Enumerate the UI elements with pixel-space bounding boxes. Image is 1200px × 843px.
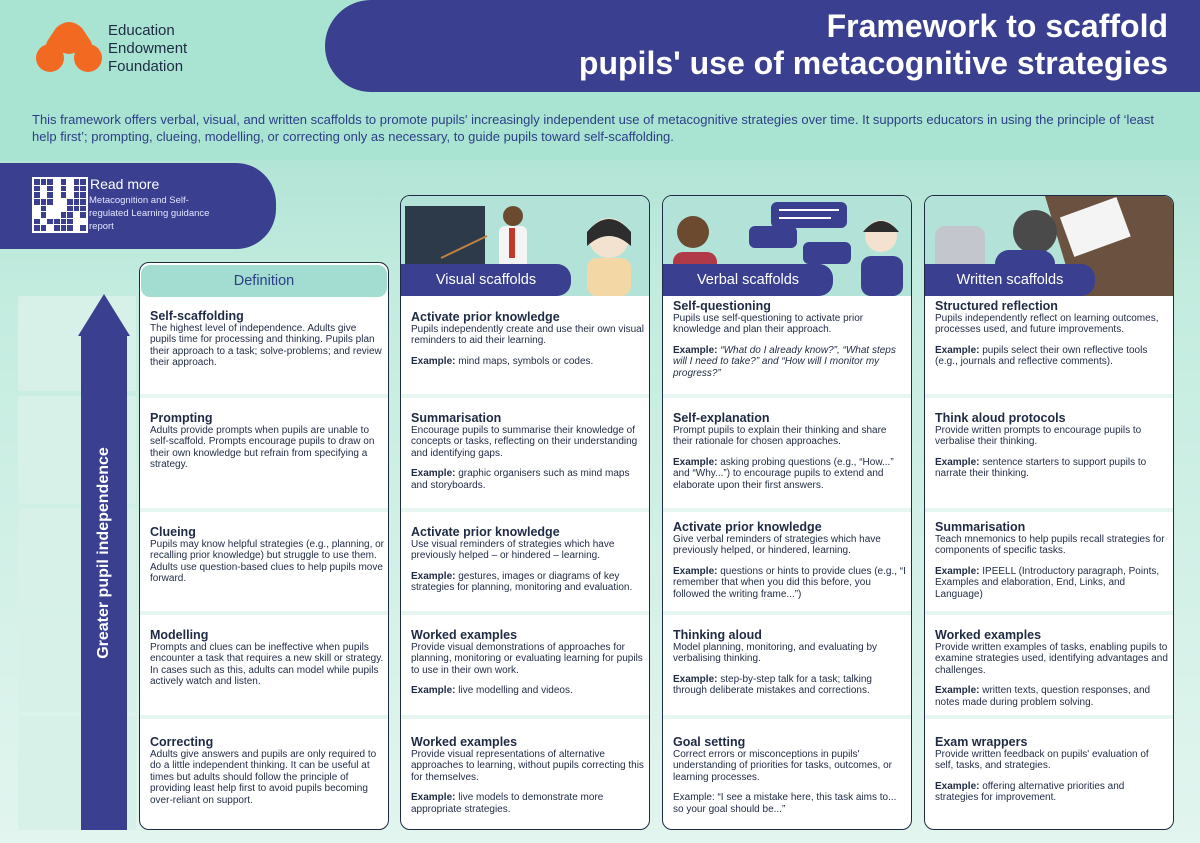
axis-label: Greater pupil independence [95, 447, 112, 659]
row-title: Self-scaffolding [150, 309, 244, 323]
row-title: Self-questioning [673, 299, 771, 313]
row-text: Pupils may know helpful strategies (e.g., planning, or recalling prior knowledge) but struggle to use them. Adults use question-based clues to help pupils move forward. [150, 539, 385, 585]
row-text: Provide written feedback on pupils' evaluation of self, tasks, and strategies. [935, 749, 1149, 772]
row-text: Provide written prompts to encourage pupils to verbalise their thinking. [935, 425, 1142, 448]
visual-scaffolds-heading: Visual scaffolds [401, 264, 571, 296]
example-text: live modelling and videos. [455, 685, 573, 697]
verbal-row-3 [673, 520, 907, 600]
example-label: Example: [935, 685, 980, 697]
written-row-2 [935, 411, 1169, 480]
row-text: Pupils use self-questioning to activate prior knowledge and plan their approach. [673, 313, 864, 336]
row-text: Pupils independently create and use their own visual reminders to aid their learning. [411, 324, 644, 347]
row-text: Adults provide prompts when pupils are unable to self-scaffold. Prompts encourage pupils to draw on their own knowledge but refrain from specifying a strategy. [150, 425, 375, 471]
example-label: Example: [673, 344, 718, 356]
row-text: Pupils independently reflect on learning outcomes, processes used, and future improvements. [935, 313, 1159, 336]
row-text: Prompts and clues can be ineffective when pupils encounter a task that requires a new skill or strategy. In cases such as this, adults can model while pupils actively watch and listen. [150, 642, 384, 688]
row-text: Provide written examples of tasks, enabling pupils to examine strategies used, identifying advantages and challenges. [935, 642, 1168, 676]
written-row-4 [935, 628, 1169, 708]
visual-row-3 [411, 525, 645, 594]
row-title: Thinking aloud [673, 628, 762, 642]
example-text: offering alternative priorities and strategies for improvement. [935, 780, 1125, 804]
visual-row-5 [411, 735, 645, 815]
written-row-3 [935, 520, 1169, 600]
example-label: Example: [673, 792, 715, 804]
row-text: Provide visual demonstrations of approaches for planning, monitoring or evaluating learning for pupils to use in their own work. [411, 642, 643, 676]
verbal-scaffolds-heading: Verbal scaffolds [663, 264, 833, 296]
definition-correcting [150, 735, 384, 806]
intro-text: This framework offers verbal, visual, and written scaffolds to promote pupils' increasingly independent use of metacognitive strategies over time. It supports educators in using the principle of ‘least help first’; prompting, clueing, modelling, or correcting only as necessary, to guide pupils toward self-scaffolding. [32, 112, 1155, 144]
example-text: “I see a mistake here, this task aims to... so your goal should be...” [673, 792, 897, 815]
example-label: Example: [673, 565, 718, 577]
example-label: Example: [935, 565, 980, 577]
row-text: Encourage pupils to summarise their knowledge of concepts or tasks, reflecting on their understanding and identifying gaps. [411, 425, 638, 459]
row-divider [140, 715, 388, 719]
row-divider [663, 508, 911, 512]
row-title: Activate prior knowledge [411, 525, 560, 539]
row-text: Correct errors or misconceptions in pupils' understanding of priorities for tasks, outcomes, or learning processes. [673, 749, 892, 783]
row-divider [140, 394, 388, 398]
row-text: Prompt pupils to explain their thinking and share their rationale for chosen approaches. [673, 425, 887, 448]
row-title: Clueing [150, 525, 196, 539]
written-scaffolds-heading: Written scaffolds [925, 264, 1095, 296]
example-text: sentence starters to support pupils to narrate their thinking. [935, 456, 1147, 480]
definition-heading: Definition [141, 265, 387, 297]
example-label: Example: [411, 792, 456, 804]
row-title: Structured reflection [935, 299, 1058, 313]
example-label: Example: [673, 673, 718, 685]
row-title: Summarisation [411, 411, 502, 425]
definition-clueing [150, 525, 384, 585]
row-text: Provide visual representations of alternative approaches to learning, without pupils correcting this for themselves. [411, 749, 644, 783]
title-band [325, 0, 1200, 92]
row-title: Worked examples [935, 628, 1042, 642]
example-text: questions or hints to provide clues (e.g., “I remember that when you did this before, you followed the writing frame...”) [673, 565, 906, 600]
example-label: Example: [935, 780, 980, 792]
example-label: Example: [935, 344, 980, 356]
logo-line-2: Endowment [108, 40, 188, 57]
row-title: Self-explanation [673, 411, 770, 425]
arrow-up-icon [78, 294, 130, 336]
example-label: Example: [411, 355, 456, 367]
row-divider [663, 394, 911, 398]
verbal-row-1 [673, 299, 907, 379]
verbal-row-4 [673, 628, 907, 697]
row-divider [663, 715, 911, 719]
row-divider [140, 611, 388, 615]
read-more-panel[interactable] [0, 163, 276, 249]
row-divider [925, 394, 1173, 398]
example-text: asking probing questions (e.g., “How...” and “Why...”) to encourage pupils to extend and elaborate upon their first answers. [673, 456, 894, 491]
definition-prompting [150, 411, 384, 471]
row-title: Modelling [150, 628, 209, 642]
example-text: gestures, images or diagrams of key strategies for planning, monitoring and evaluation. [411, 570, 633, 594]
example-text: graphic organisers such as mind maps and storyboards. [411, 468, 630, 491]
row-title: Worked examples [411, 735, 518, 749]
example-label: Example: [673, 456, 718, 468]
row-title: Exam wrappers [935, 735, 1028, 749]
verbal-row-5 [673, 735, 907, 815]
example-text: mind maps, symbols or codes. [455, 355, 594, 367]
verbal-scaffolds-column [662, 195, 912, 830]
row-title: Activate prior knowledge [411, 310, 560, 324]
row-title: Prompting [150, 411, 213, 425]
row-text: Teach mnemonics to help pupils recall strategies for components of specific tasks. [935, 534, 1165, 557]
row-divider [401, 394, 649, 398]
written-row-1 [935, 299, 1169, 368]
example-text: IPEELL (Introductory paragraph, Points, Examples and elaboration, End, Links, and Language) [935, 565, 1160, 600]
row-text: Give verbal reminders of strategies which have previously helped, or hindered, learning. [673, 534, 881, 557]
row-title: Correcting [150, 735, 214, 749]
row-text: Model planning, monitoring, and evaluating by verbalising thinking. [673, 642, 878, 665]
row-title: Activate prior knowledge [673, 520, 822, 534]
row-title: Goal setting [673, 735, 746, 749]
row-divider [401, 611, 649, 615]
row-title: Worked examples [411, 628, 518, 642]
logo-line-3: Foundation [108, 58, 184, 75]
verbal-row-2 [673, 411, 907, 491]
visual-scaffolds-column [400, 195, 650, 830]
row-text: Adults give answers and pupils are only required to do a little independent thinking. It can be useful at times but adults should follow the principle of providing least help first to avoid pupils becoming over-reliant on support. [150, 749, 377, 806]
read-more-subtitle: Metacognition and Self-regulated Learning guidance report [89, 195, 210, 232]
example-text: live models to demonstrate more appropriate strategies. [411, 792, 604, 815]
row-divider [925, 611, 1173, 615]
example-label: Example: [935, 456, 980, 468]
row-divider [401, 508, 649, 512]
example-label: Example: [411, 468, 456, 480]
example-label: Example: [411, 570, 456, 582]
row-divider [925, 715, 1173, 719]
title-line-2: pupils' use of metacognitive strategies [578, 45, 1168, 81]
row-text: Use visual reminders of strategies which have previously helped – or hindered – learning. [411, 539, 615, 562]
logo-text [108, 22, 187, 76]
example-text: step-by-step talk for a task; talking through deliberate mistakes and corrections. [673, 673, 872, 697]
row-divider [401, 715, 649, 719]
title-line-1: Framework to scaffold [826, 8, 1168, 44]
written-scaffolds-column [924, 195, 1174, 830]
row-text: The highest level of independence. Adults give pupils time for processing and thinking. Pupils plan their approach to a task; solve-problems; and review their approach. [150, 323, 382, 369]
read-more-title[interactable]: Read more [90, 176, 160, 192]
row-divider [663, 611, 911, 615]
definition-self-scaffolding [150, 309, 384, 369]
visual-row-2 [411, 411, 645, 491]
definition-modelling [150, 628, 384, 688]
written-row-5 [935, 735, 1169, 804]
row-divider [140, 508, 388, 512]
visual-row-1 [411, 310, 645, 367]
example-text: pupils select their own reflective tools (e.g., journals and reflective comments). [935, 344, 1148, 368]
row-divider [925, 508, 1173, 512]
example-text: written texts, question responses, and notes made during problem solving. [935, 685, 1151, 708]
logo-line-1: Education [108, 22, 175, 39]
eef-logo-icon [34, 22, 104, 74]
row-title: Think aloud protocols [935, 411, 1066, 425]
page-title [579, 8, 1168, 82]
example-label: Example: [411, 685, 456, 697]
row-title: Summarisation [935, 520, 1026, 534]
example-text: “What do I already know?”, “What steps will I need to take?” and “How will I monitor my progress?” [673, 344, 896, 379]
visual-row-4 [411, 628, 645, 697]
qr-code-icon[interactable] [32, 177, 88, 233]
definition-column [139, 262, 389, 830]
